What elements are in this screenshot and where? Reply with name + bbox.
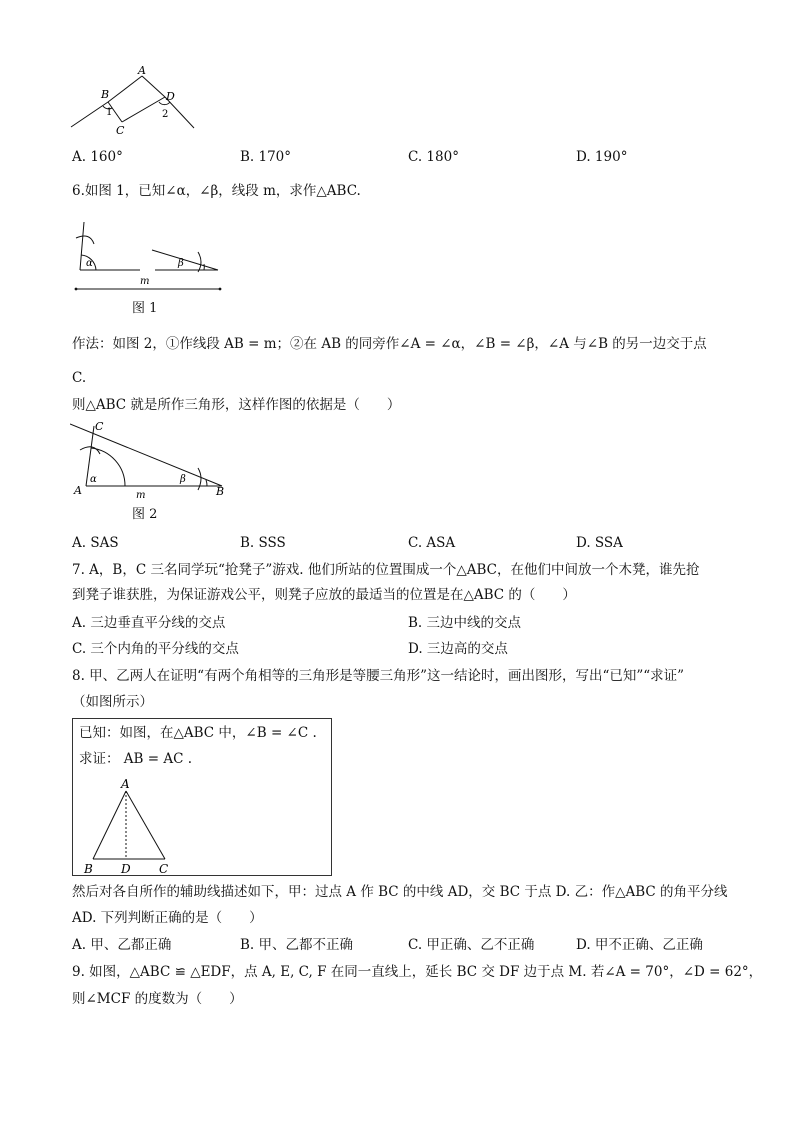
q6-option-b: B. SSS [240,535,286,551]
fig1-m-label: m [140,276,150,287]
q5-label-b: B [101,88,110,101]
fig2-beta-label: β [180,474,186,485]
q5-label-2: 2 [162,109,169,120]
fig2-label-a: A [74,484,82,497]
q6-stem: 6.如图 1，已知∠α，∠β，线段 m，求作△ABC. [72,183,361,199]
q7-option-c: C. 三个内角的平分线的交点 [72,641,239,657]
q6-option-d: D. SSA [576,535,623,551]
q6-figure-1 [70,210,230,295]
q7-option-d: D. 三边高的交点 [408,641,508,657]
q8-box-given: 已知：如图，在△ABC 中，∠B = ∠C . [79,725,317,741]
q8-option-c: C. 甲正确、乙不正确 [408,937,535,953]
fig1-caption: 图 1 [132,301,158,316]
fig2-label-c: C [95,420,104,433]
q6-method-line2: C. [72,370,87,386]
q5-option-b: B. 170° [240,149,292,165]
q8-desc-line1: 然后对各自所作的辅助线描述如下，甲：过点 A 作 BC 的中线 AD，交 BC 于点 D. 乙：作△ABC 的角平分线 [72,884,728,900]
q5-label-a: A [138,64,146,77]
q9-line2: 则∠MCF 的度数为（ ） [72,991,243,1007]
fig2-label-b: B [216,485,225,498]
q5-option-a: A. 160° [72,149,123,165]
q8-option-b: B. 甲、乙都不正确 [240,937,354,953]
fig2-alpha-label: α [90,474,97,485]
q8-desc-line2: AD. 下列判断正确的是（ ） [72,910,263,926]
q7-option-b: B. 三边中线的交点 [408,615,522,631]
q8-box-prove: 求证： AB = AC . [79,751,193,767]
q6-figure-2 [70,420,230,502]
q5-figure [66,62,201,142]
q8-line1: 8. 甲、乙两人在证明“有两个角相等的三角形是等腰三角形”这一结论时，画出图形，写出“已知”“求证” [72,668,685,684]
q5-option-d: D. 190° [576,149,628,165]
fig2-m-label: m [136,490,146,501]
q8-label-b: B [84,862,93,875]
q7-line1: 7. A，B，C 三名同学玩“抢凳子”游戏. 他们所站的位置围成一个△ABC，在他们中间放一个木凳，谁先抢 [72,562,700,578]
q8-line2: （如图所示） [72,694,153,710]
q7-option-a: A. 三边垂直平分线的交点 [72,615,226,631]
q8-given-prove-box [72,718,332,876]
q8-option-d: D. 甲不正确、乙正确 [576,937,703,953]
q8-label-d: D [121,862,131,875]
q5-label-1: 1 [106,107,113,118]
q5-option-c: C. 180° [408,149,459,165]
q6-option-c: C. ASA [408,535,456,551]
q5-label-d: D [166,90,175,103]
q8-label-a: A [121,777,130,791]
q6-method-line1: 作法：如图 2，①作线段 AB = m；②在 AB 的同旁作∠A = ∠α，∠B = ∠β，∠A 与∠B 的另一边交于点 [72,336,707,352]
q7-line2: 到凳子谁获胜，为保证游戏公平，则凳子应放的最适当的位置是在△ABC 的（ ） [72,587,576,603]
fig1-beta-label: β [178,258,184,269]
q6-question: 则△ABC 就是所作三角形，这样作图的依据是（ ） [72,397,401,413]
q8-option-a: A. 甲、乙都正确 [72,937,172,953]
q8-label-c: C [159,862,169,875]
q8-triangle-figure [81,775,191,875]
q5-label-c: C [116,124,125,137]
fig1-alpha-label: α [86,258,93,269]
q6-option-a: A. SAS [72,535,119,551]
fig2-caption: 图 2 [132,507,158,522]
q9-line1: 9. 如图，△ABC ≌ △EDF，点 A, E, C, F 在同一直线上，延长 BC 交 DF 边于点 M. 若∠A = 70°，∠D = 62°， [72,964,763,980]
